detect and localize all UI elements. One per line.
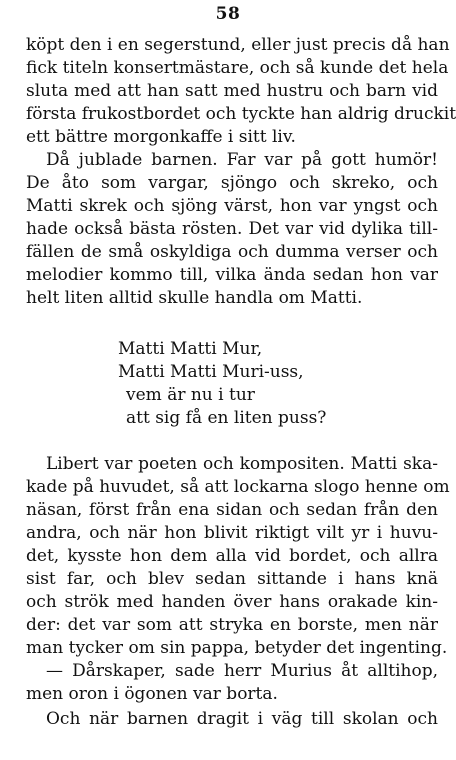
text-line: Libert var poeten och kompositen. Matti ska- — [46, 454, 438, 474]
text-line: sluta med att han satt med hustru och barn vid — [26, 81, 438, 101]
text-line: Då jublade barnen. Far var på gott humör! — [46, 150, 438, 170]
verse-line: vem är nu i tur — [126, 385, 255, 405]
text-line: fällen de små oskyldiga och dumma verser och — [26, 242, 438, 262]
text-line: melodier kommo till, vilka ända sedan hon var — [26, 265, 438, 285]
text-line: fick titeln konsertmästare, och så kunde det hela — [26, 58, 449, 78]
text-line: kade på huvudet, så att lockarna slogo henne om — [26, 477, 450, 497]
text-line: der: det var som att stryka en borste, men när — [26, 615, 438, 635]
text-line: hade också bästa rösten. Det var vid dylika till- — [26, 219, 438, 239]
text-line: näsan, först från ena sidan och sedan från den — [26, 500, 438, 520]
text-line: men oron i ögonen var borta. — [26, 684, 278, 704]
text-line: köpt den i en segerstund, eller just precis då han — [26, 35, 450, 55]
verse-line: Matti Matti Mur, — [118, 339, 263, 359]
verse-line: att sig få en liten puss? — [126, 408, 327, 428]
text-line: — Dårskaper, sade herr Murius åt alltihop, — [46, 661, 438, 681]
text-line: Matti skrek och sjöng värst, hon var yngst och — [26, 196, 438, 216]
text-line: man tycker om sin pappa, betyder det ingenting. — [26, 638, 448, 658]
text-line: det, kysste hon dem alla vid bordet, och allra — [26, 546, 438, 566]
text-line: första frukostbordet och tyckte han aldrig druckit — [26, 104, 456, 124]
text-line: sist far, och blev sedan sittande i hans knä — [26, 569, 438, 589]
text-line: De åto som vargar, sjöngo och skreko, och — [26, 173, 438, 193]
text-line: andra, och när hon blivit riktigt vilt yr i huvu- — [26, 523, 438, 543]
text-line: helt liten alltid skulle handla om Matti. — [26, 288, 363, 308]
text-line: Och när barnen dragit i väg till skolan och — [46, 709, 438, 729]
text-line: ett bättre morgonkaffe i sitt liv. — [26, 127, 296, 147]
page-number: 58 — [215, 4, 241, 24]
text-line: och strök med handen över hans orakade kin- — [26, 592, 438, 612]
verse-line: Matti Matti Muri-uss, — [118, 362, 304, 382]
